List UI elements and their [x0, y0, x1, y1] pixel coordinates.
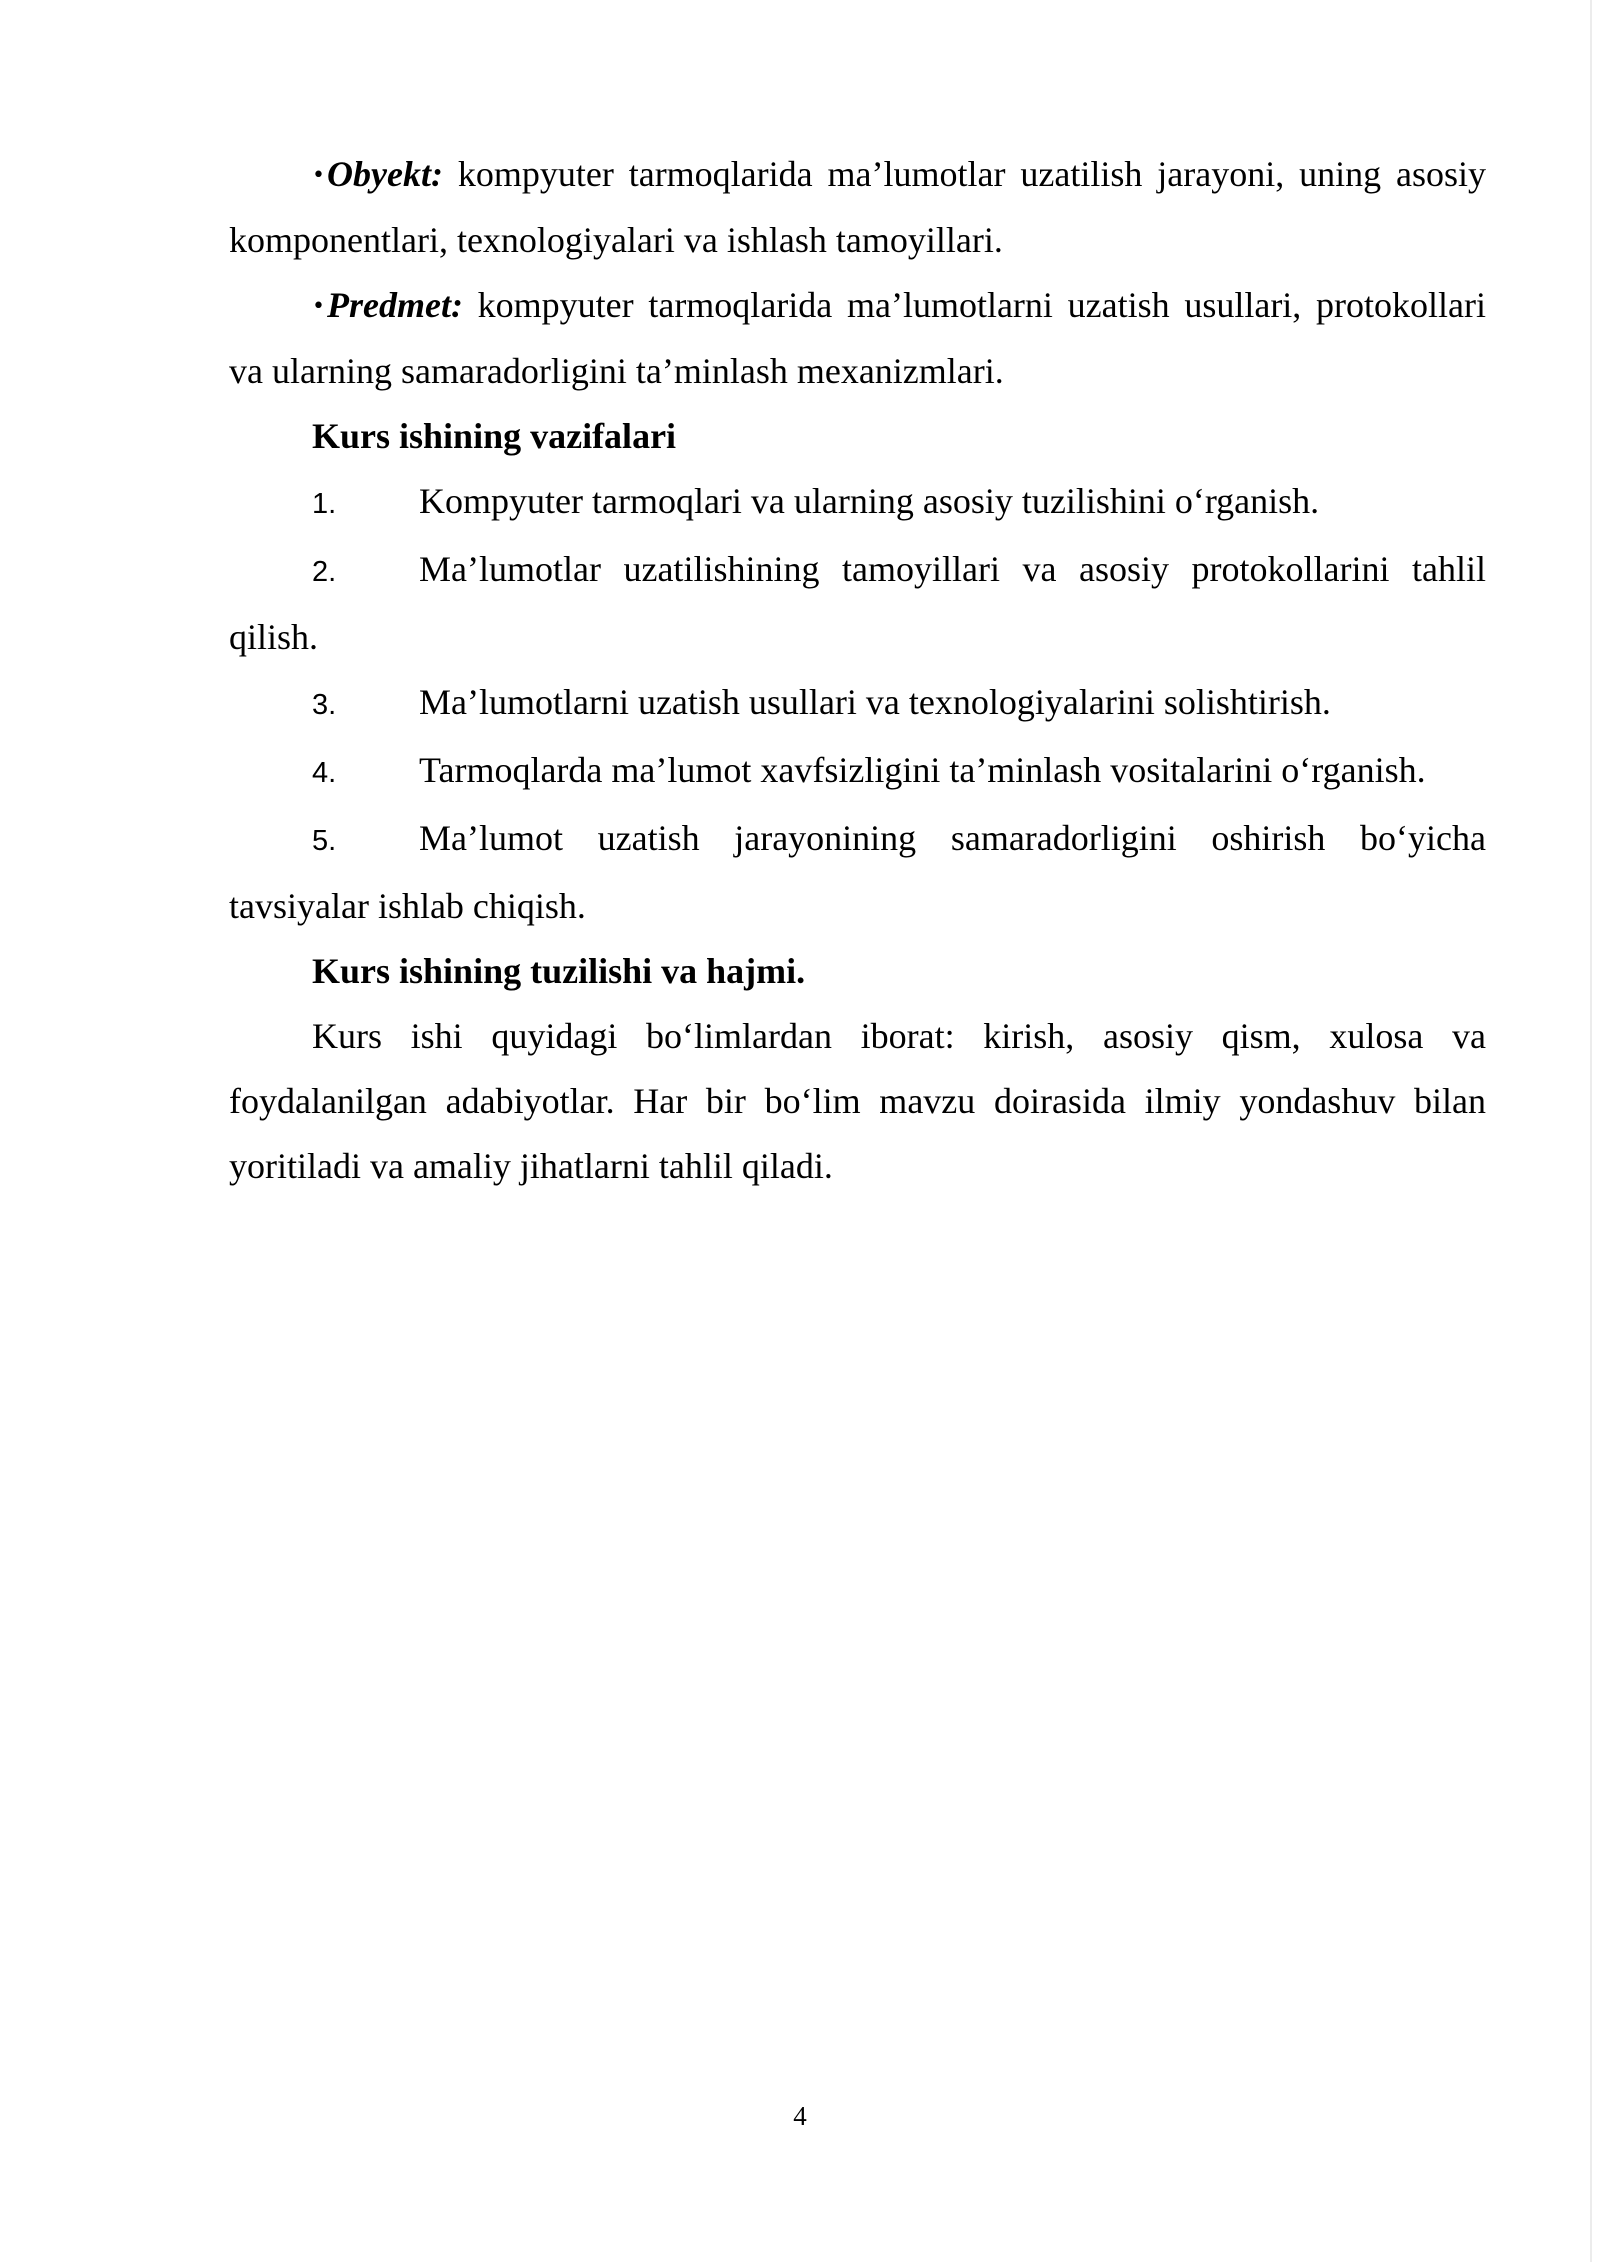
bullet-predmet: [229, 273, 1486, 404]
page-body: [229, 142, 1486, 1199]
task-number: 2.: [312, 556, 337, 588]
task-item-1: [229, 469, 1486, 537]
task-number: 3.: [312, 689, 337, 721]
task-item-5: [229, 806, 1486, 939]
bullet-label-obyekt: Obyekt:: [326, 154, 443, 194]
task-text: Ma’lumotlar uzatilishining tamoyillari va asosiy protokollarini tahlil qilish.: [229, 549, 1486, 657]
task-item-2: [229, 537, 1486, 670]
task-number: 4.: [312, 757, 337, 789]
bullet-marker: •: [312, 163, 325, 188]
task-item-4: [229, 738, 1486, 806]
structure-heading: Kurs ishining tuzilishi va hajmi.: [312, 951, 806, 991]
bullet-label-predmet: Predmet:: [326, 285, 463, 325]
task-item-3: [229, 670, 1486, 738]
structure-paragraph: Kurs ishi quyidagi bo‘limlardan iborat: kirish, asosiy qism, xulosa va foydalanilgan adabiyotlar. Har bir bo‘lim mavzu doirasida ilmiy yondashuv bilan yoritiladi va amaliy jihatlarni tahlil qiladi.: [229, 1016, 1486, 1186]
bullet-text-predmet: kompyuter tarmoqlarida ma’lumotlarni uzatish usullari, protokollari va ularning samaradorligini ta’minlash mexanizmlari.: [229, 285, 1486, 391]
task-number: 5.: [312, 825, 337, 857]
task-number: 1.: [312, 488, 337, 520]
bullet-text-obyekt: kompyuter tarmoqlarida ma’lumotlar uzatilish jarayoni, uning asosiy komponentlari, texnologiyalari va ishlash tamoyillari.: [229, 154, 1486, 260]
page-number: 4: [793, 2101, 807, 2131]
task-text: Ma’lumot uzatish jarayonining samaradorligini oshirish bo‘yicha tavsiyalar ishlab chiqish.: [229, 818, 1486, 926]
task-text: Ma’lumotlarni uzatish usullari va texnologiyalarini solishtirish.: [419, 682, 1331, 722]
bullet-obyekt: [229, 142, 1486, 273]
task-text: Kompyuter tarmoqlari va ularning asosiy tuzilishini o‘rganish.: [419, 481, 1320, 521]
bullet-marker: •: [312, 294, 325, 319]
page-edge-divider: [1590, 0, 1592, 2262]
tasks-heading: Kurs ishining vazifalari: [312, 416, 677, 456]
task-text: Tarmoqlarda ma’lumot xavfsizligini ta’minlash vositalarini o‘rganish.: [419, 750, 1426, 790]
